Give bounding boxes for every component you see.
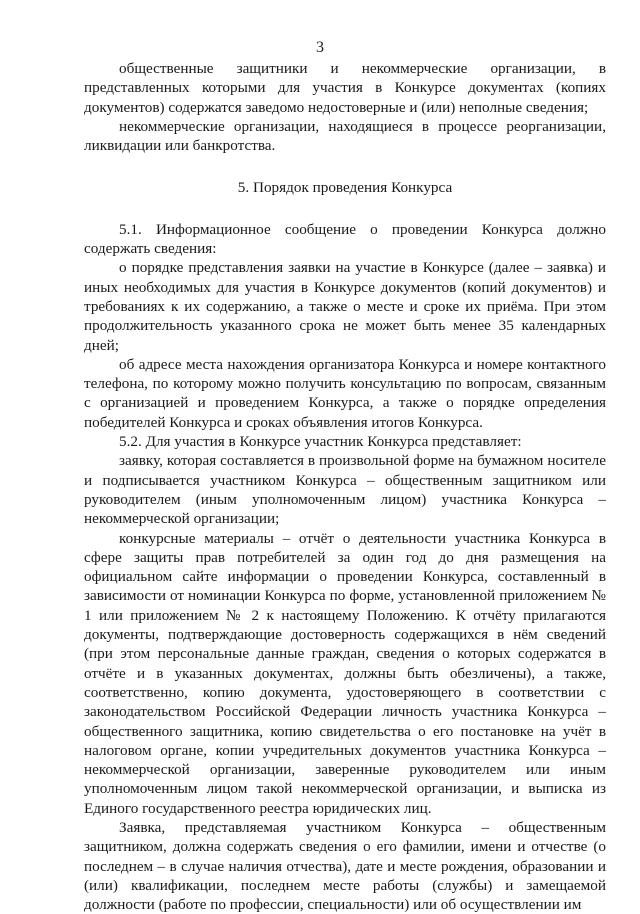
paragraph: 5.2. Для участия в Конкурсе участник Конкурса представляет: [119, 433, 522, 451]
section-heading: 5. Порядок проведения Конкурса [237, 179, 453, 197]
paragraph: общественные защитники и некоммерческие организации, в представленных которыми для участия в Конкурсе документах (копиях документов) содержатся заведомо недостоверные и (или) неполные сведения; [84, 60, 606, 116]
paragraph: о порядке представления заявки на участие в Конкурсе (далее – заявка) и иных необходимых для участия в Конкурсе документов (копий документов) и требованиях к их содержанию, а также о месте и сроке их приёма. При этом продолжительность указанного срока не может быть менее 35 календарных дней; [84, 259, 606, 354]
paragraph: заявку, которая составляется в произвольной форме на бумажном носителе и подписывается участником Конкурса – общественным защитником или руководителем (иным уполномоченным лицом) участника Конкурса – некоммерческой организации; [84, 452, 606, 528]
page-number: 3 [316, 39, 324, 56]
paragraph: об адресе места нахождения организатора Конкурса и номере контактного телефона, по которому можно получить консультацию по вопросам, связанным с организацией и проведением Конкурса, а также о порядке определения победителей Конкурса и сроках объявления итогов Конкурса. [84, 355, 606, 431]
document-body [84, 59, 606, 914]
paragraph: 5.1. Информационное сообщение о проведении Конкурса должно содержать сведения: [84, 220, 606, 258]
paragraph: Заявка, представляемая участником Конкурса – общественным защитником, должна содержать сведения о его фамилии, имени и отчестве (о последнем – в случае наличия отчества), дате и месте рождения, образовании и (или) квалификации, последнем месте работы (службы) и замещаемой должности (работе по профессии, специальности) или об осуществлении им [84, 818, 606, 914]
paragraph: некоммерческие организации, находящиеся в процессе реорганизации, ликвидации или банкротства. [84, 117, 606, 155]
paragraph: конкурсные материалы – отчёт о деятельности участника Конкурса в сфере защиты прав потребителей за один год до дня размещения на официальном сайте информации о проведении Конкурса, составленный в зависимости от номинации Конкурса по форме, установленной приложением № 1 или приложением № 2 к настоящему Положению. К отчёту прилагаются документы, подтверждающие достоверность содержащихся в нём сведений (при этом персональные данные граждан, сведения о которых содержатся в отчёте и в указанных документах, должны быть обезличены), а также, соответственно, копию документа, удостоверяющего в соответствии с законодательством Российской Федерации личность участника Конкурса – общественного защитника, копию свидетельства о его постановке на учёт в налоговом органе, копии учредительных документов участника Конкурса – некоммерческой организации, заверенные руководителем или иным уполномоченным лицом такой некоммерческой организации, и выписка из Единого государственного реестра юридических лиц. [84, 529, 606, 817]
